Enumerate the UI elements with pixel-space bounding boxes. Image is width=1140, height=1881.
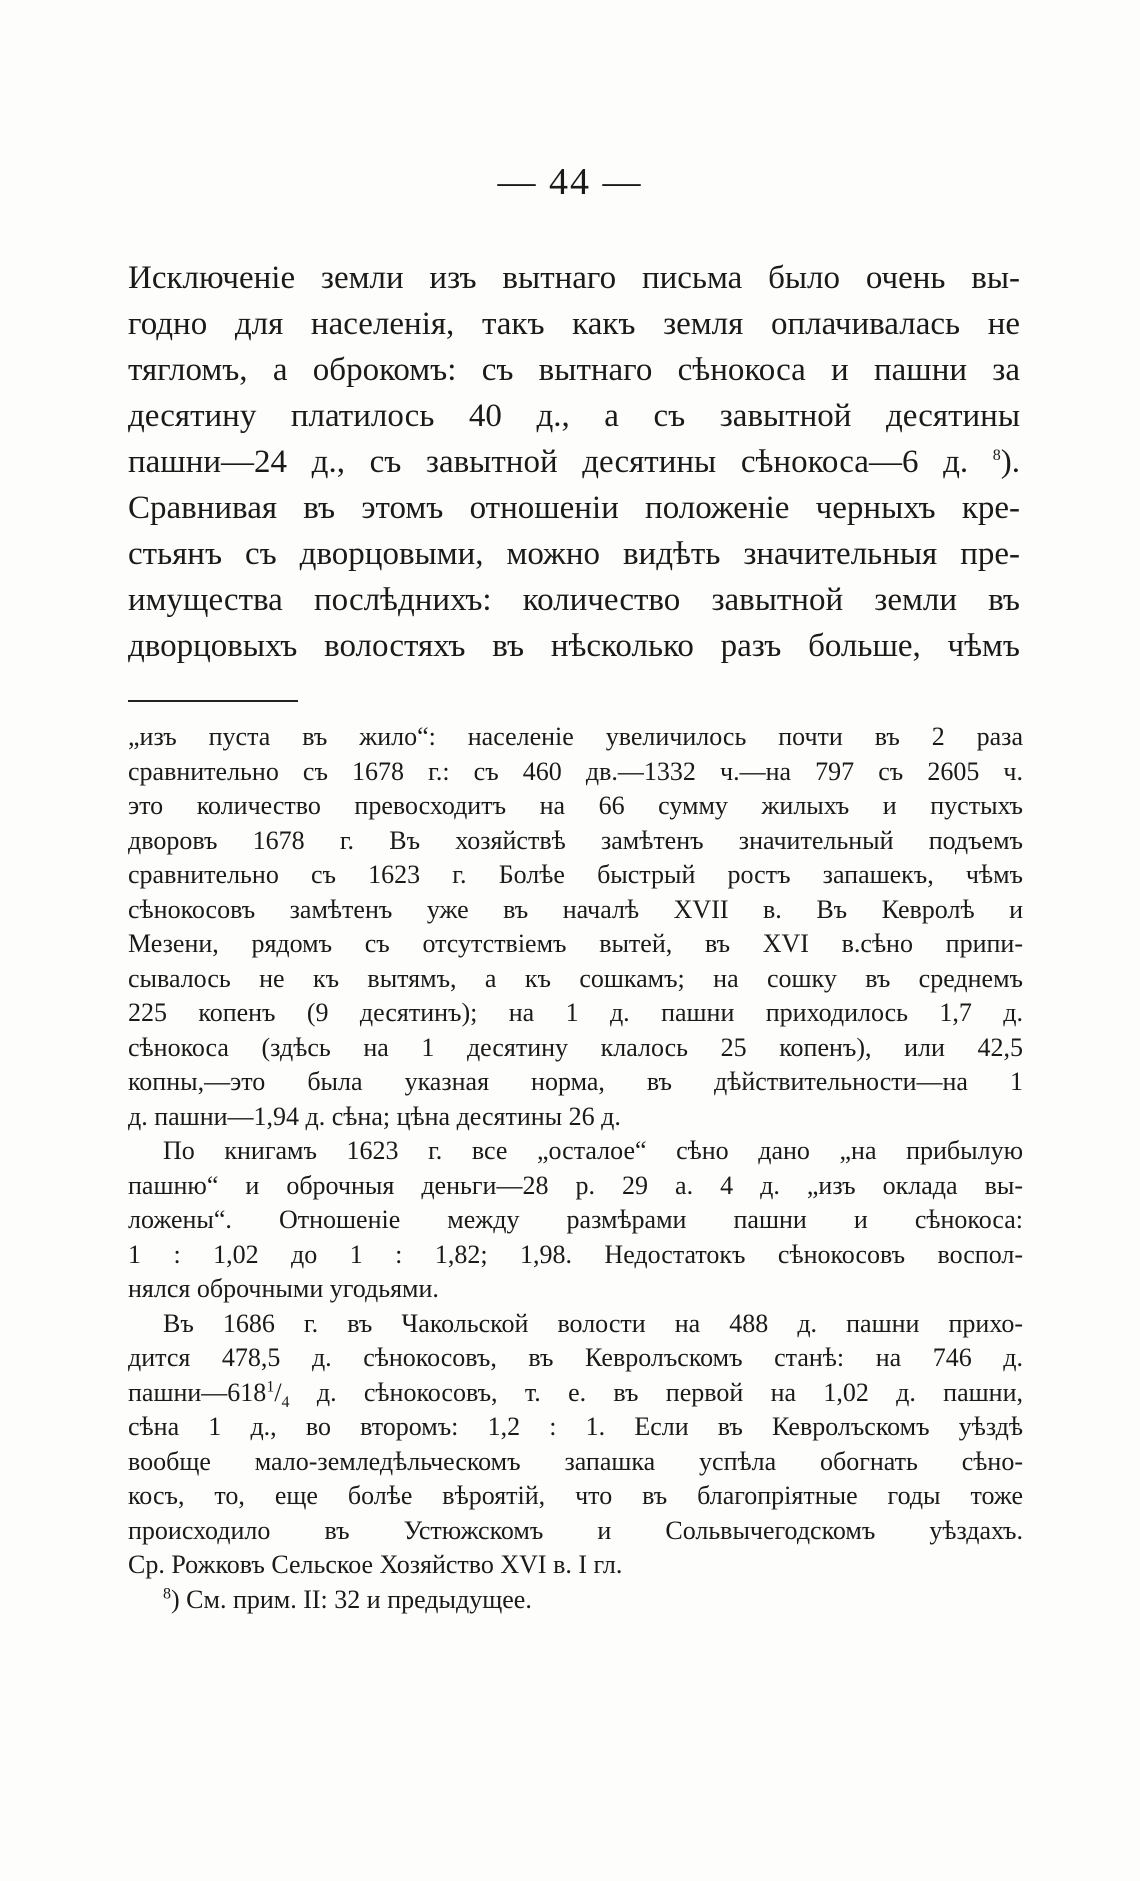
main-line-with-footnote <box>128 439 1020 485</box>
footnote-line: ложены“. Отношеніе между размѣрами пашни и сѣнокоса: <box>128 1205 1023 1234</box>
footnote-line: 225 копенъ (9 десятинъ); на 1 д. пашни приходилось 1,7 д. <box>128 998 1023 1027</box>
main-line: тягломъ, а оброкомъ: съ вытнаго сѣнокоса и пашни за <box>128 352 1020 388</box>
footnote-line: происходило въ Устюжскомъ и Сольвычегодскомъ уѣздахъ. <box>128 1515 1023 1545</box>
main-line: дворцовыхъ волостяхъ въ нѣсколько разъ больше, чѣмъ <box>128 628 1020 664</box>
footnote-separator <box>128 700 298 702</box>
main-text <box>128 255 1020 669</box>
main-line: стьянъ съ дворцовыми, можно видѣть значительныя пре- <box>128 536 1020 572</box>
fraction-slash: / <box>274 1377 282 1407</box>
footnote-8-text: ) См. прим. II: 32 и предыдущее. <box>171 1584 532 1614</box>
footnote-line: Мезени, рядомъ съ отсутствіемъ вытей, въ XVI в.сѣно припи- <box>128 929 1023 958</box>
footnote-line: косъ, то, еще болѣе вѣроятій, что въ благопріятные годы тоже <box>128 1481 1023 1510</box>
footnote-line: д. пашни—1,94 д. сѣна; цѣна десятины 26 д. <box>128 1101 621 1131</box>
main-line: Сравнивая въ этомъ отношеніи положеніе черныхъ кре- <box>128 490 1020 526</box>
footnote-line: вообще мало-земледѣльческомъ запашка успѣла обогнать сѣно- <box>128 1446 1023 1476</box>
fraction-line-rest: д. сѣнокосовъ, т. е. въ первой на 1,02 д. пашни, <box>289 1377 1023 1407</box>
footnote-reference-suffix: ). <box>1000 444 1020 480</box>
footnote-line: сравнительно съ 1678 г.: съ 460 дв.—1332 ч.—на 797 съ 2605 ч. <box>128 756 1023 786</box>
footnote-line: Ср. Рожковъ Сельское Хозяйство XVI в. I гл. <box>128 1550 623 1579</box>
main-line: имущества послѣднихъ: количество завытной земли въ <box>128 582 1020 618</box>
footnote-line: сѣнокоса (здѣсь на 1 десятину клалось 25 копенъ), или 42,5 <box>128 1032 1023 1062</box>
footnote-line: нялся оброчными угодьями. <box>128 1274 439 1303</box>
footnote-line: Въ 1686 г. въ Чакольской волости на 488 д. пашни прихо- <box>163 1308 1023 1338</box>
footnote-line: сывалось не къ вытямъ, а къ сошкамъ; на сошку въ среднемъ <box>128 963 1023 993</box>
footnote-line: По книгамъ 1623 г. все „осталое“ сѣно дано „на прибылую <box>163 1136 1023 1165</box>
footnote-line: дворовъ 1678 г. Въ хозяйствѣ замѣтенъ значительный подъемъ <box>128 825 1023 855</box>
footnotes <box>128 720 1023 1617</box>
footnote-line: копны,—это была указная норма, въ дѣйствительности—на 1 <box>128 1067 1023 1096</box>
footnote-line: 1 : 1,02 до 1 : 1,82; 1,98. Недостатокъ сѣнокосовъ воспол- <box>128 1239 1023 1269</box>
fraction-prefix: пашни—618 <box>128 1377 267 1407</box>
footnote-line-fraction <box>128 1376 1023 1411</box>
footnote-line: сравнительно съ 1623 г. Болѣе быстрый ростъ запашекъ, чѣмъ <box>128 860 1023 889</box>
fraction-denominator: 4 <box>281 1393 290 1410</box>
footnote-line: это количество превосходитъ на 66 сумму жилыхъ и пустыхъ <box>128 791 1023 820</box>
footnote-line: сѣнокосовъ замѣтенъ уже въ началѣ XVII в. Въ Кевролѣ и <box>128 894 1023 924</box>
footnote-line: „изъ пуста въ жило“: населеніе увеличилось почти въ 2 раза <box>128 722 1023 751</box>
page-number: — 44 — <box>497 161 643 203</box>
footnote-line: сѣна 1 д., во второмъ: 1,2 : 1. Если въ Кевролъскомъ уѣздѣ <box>128 1412 1023 1441</box>
main-line-text: пашни—24 д., съ завытной десятины сѣнокоса—6 д. <box>128 444 969 480</box>
main-line: Исключеніе земли изъ вытнаго письма было очень вы- <box>128 260 1020 296</box>
fraction-numerator: 1 <box>266 1377 275 1395</box>
footnote-line: пашню“ и оброчныя деньги—28 р. 29 а. 4 д. „изъ оклада вы- <box>128 1170 1023 1200</box>
main-line: годно для населенія, такъ какъ земля оплачивалась не <box>128 306 1020 342</box>
footnote-reference: 8 <box>992 447 1001 464</box>
footnote-line: дится 478,5 д. сѣнокосовъ, въ Кевролъскомъ станѣ: на 746 д. <box>128 1343 1023 1372</box>
footnote-8 <box>128 1583 1023 1618</box>
main-line: десятину платилось 40 д., а съ завытной десятины <box>128 398 1020 434</box>
footnote-8-mark: 8 <box>163 1584 171 1602</box>
